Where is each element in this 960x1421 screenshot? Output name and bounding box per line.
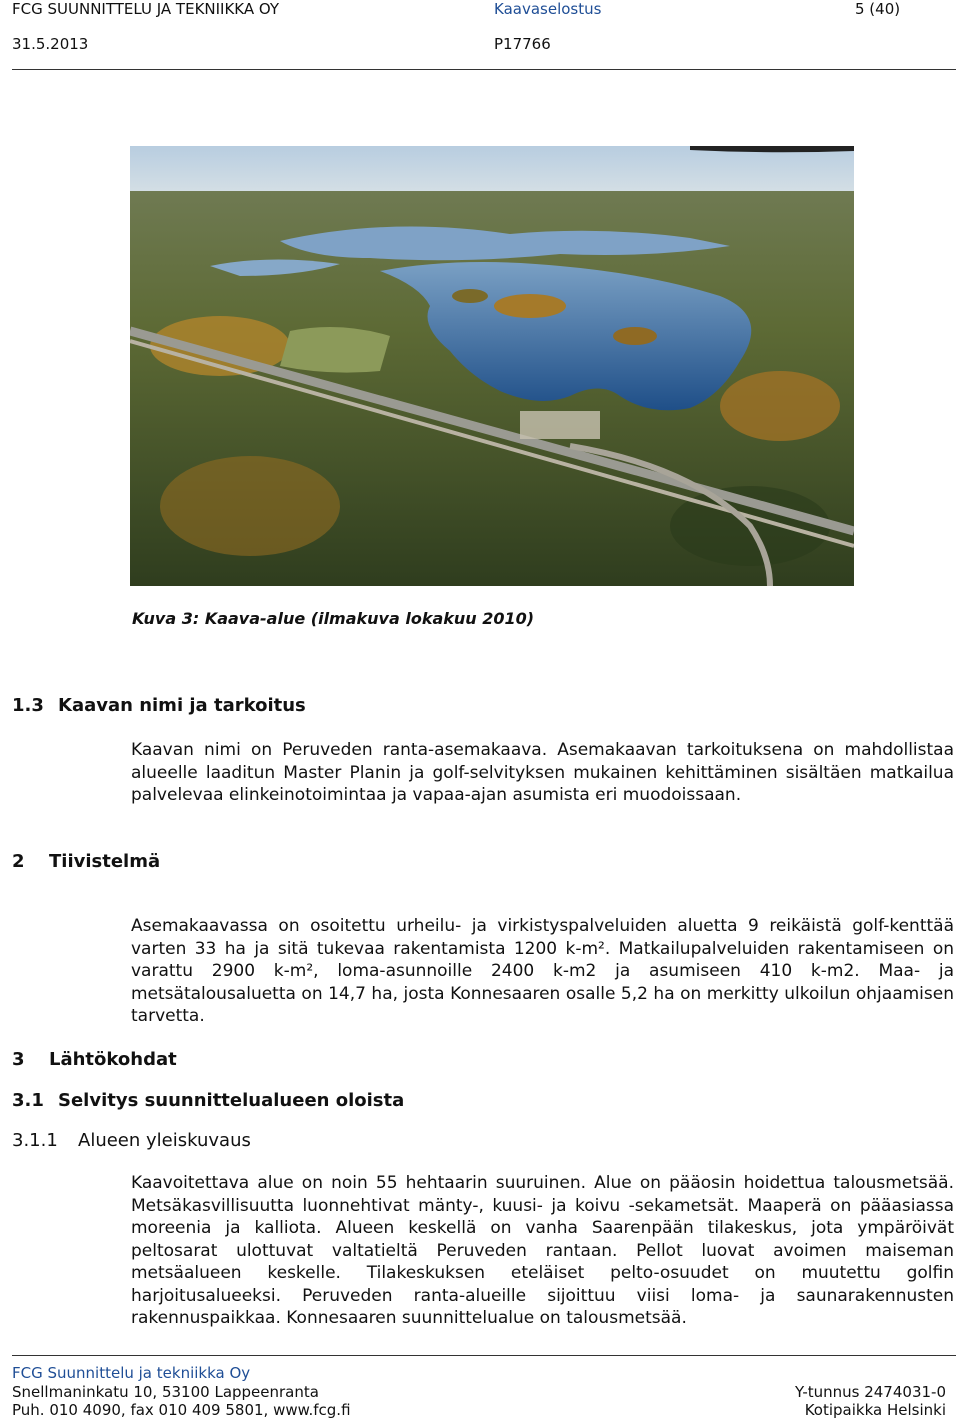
footer-ytunnus: Y-tunnus 2474031-0	[794, 1383, 946, 1401]
figure-caption: Kuva 3: Kaava-alue (ilmakuva lokakuu 2010)	[132, 609, 535, 628]
header-company: FCG SUUNNITTELU JA TEKNIIKKA OY	[12, 0, 280, 18]
header-divider	[12, 69, 956, 70]
section-heading-1-3	[12, 695, 306, 716]
page-header	[12, 0, 948, 22]
header-date: 31.5.2013	[12, 35, 89, 53]
paragraph-overview: Kaavoitettava alue on noin 55 hehtaarin suuruinen. Alue on pääosin hoidettua talousmetsää. Metsäkasvillisuutta luonnehtivat mänty-, kuusi- ja koivu -sekametsät. Maaperä on pääasiassa moreenia ja kalliota. Alueen keskellä on vanha Saarenpään tilakeskus, jota ympäröivät peltosarat ulottuvat valtatieltä Peruveden rantaan. Pellot luovat avoimen maiseman metsäalueen keskelle. Tilakeskuksen eteläiset pelto-osuudet on muutettu golfin harjoitusalueeksi. Peruveden ranta-alueille sijoittuu viisi loma- ja saunarakennusten rakennuspaikkaa. Konnesaaren suunnittelualue on talousmetsää.	[131, 1173, 954, 1328]
section-title: Selvitys suunnittelualueen oloista	[58, 1090, 405, 1111]
section-number: 1.3	[12, 695, 44, 716]
header-project: P17766	[494, 35, 551, 53]
section-number: 3.1.1	[12, 1130, 58, 1151]
footer-contact: Puh. 010 4090, fax 010 409 5801, www.fcg.fi	[12, 1401, 351, 1419]
footer-company: FCG Suunnittelu ja tekniikka Oy	[12, 1364, 251, 1382]
aerial-photo	[130, 146, 854, 586]
section-number: 3.1	[12, 1090, 44, 1111]
paragraph-purpose: Kaavan nimi on Peruveden ranta-asemakaava. Asemakaavan tarkoituksena on mahdollistaa alueelle laaditun Master Planin ja golf-selvityksen mukainen kehittäminen sisältäen matkailua palvelevaa elinkeinotoimintaa ja vapaa-ajan asumista eri muodoissaan.	[131, 740, 954, 805]
section-heading-2	[12, 851, 160, 872]
paragraph-summary: Asemakaavassa on osoitettu urheilu- ja virkistyspalveluiden aluetta 9 reikäistä golf-kenttää varten 33 ha ja sitä tukevaa rakentamista 1200 k-m². Matkailupalveluiden rakentamiseen on varattu 2900 k-m², loma-asunnoille 2400 k-m2 ja asumiseen 410 k-m2. Maa- ja metsätalousaluetta on 14,7 ha, josta Konnesaaren osalle 5,2 ha on merkitty ulkoilun ohjaamisen tarvetta.	[131, 916, 954, 1026]
section-title: Lähtökohdat	[49, 1049, 177, 1070]
page-header-row2	[12, 35, 948, 57]
footer-kotipaikka: Kotipaikka Helsinki	[804, 1401, 946, 1419]
section-title: Alueen yleiskuvaus	[78, 1130, 251, 1151]
footer-address: Snellmaninkatu 10, 53100 Lappeenranta	[12, 1383, 319, 1401]
footer-divider	[12, 1355, 956, 1356]
section-title: Kaavan nimi ja tarkoitus	[58, 695, 306, 716]
header-doc-type: Kaavaselostus	[494, 0, 602, 18]
section-number: 3	[12, 1049, 25, 1070]
section-heading-3-1	[12, 1090, 404, 1111]
section-number: 2	[12, 851, 25, 872]
section-heading-3-1-1	[12, 1130, 251, 1151]
section-title: Tiivistelmä	[49, 851, 161, 872]
section-heading-3	[12, 1049, 177, 1070]
header-page-number: 5 (40)	[855, 0, 901, 18]
